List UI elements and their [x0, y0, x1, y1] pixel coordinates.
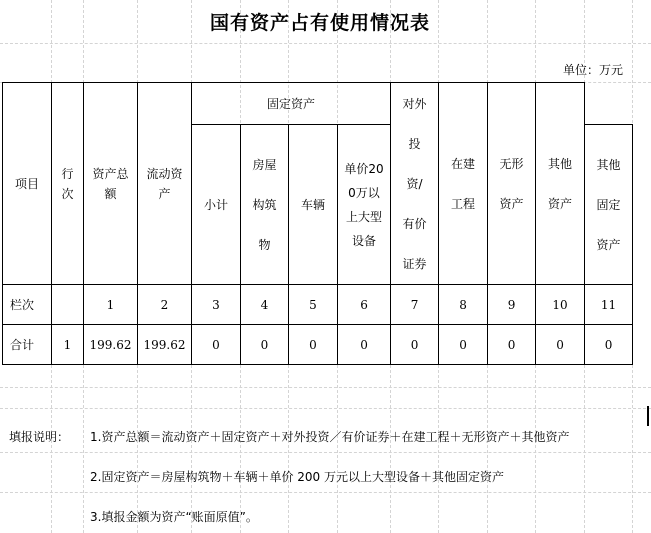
total-cell[interactable]: 0 — [192, 325, 241, 365]
column-number[interactable]: 7 — [391, 285, 439, 325]
gridline — [0, 452, 651, 453]
total-cell[interactable]: 0 — [536, 325, 585, 365]
header-other-assets[interactable]: 其他资产 — [536, 83, 585, 285]
gridline — [0, 492, 651, 493]
column-number[interactable]: 2 — [138, 285, 192, 325]
gridline — [0, 387, 651, 388]
header-construction[interactable]: 在建工程 — [439, 83, 488, 285]
note-item: 3.填报金额为资产“账面原值”。 — [90, 510, 258, 524]
unit-label: 单位：万元 — [562, 63, 623, 77]
column-number[interactable]: 6 — [338, 285, 391, 325]
note-item: 2.固定资产＝房屋构筑物＋车辆＋单价 200 万元以上大型设备＋其他固定资产 — [90, 470, 504, 484]
column-number[interactable]: 1 — [84, 285, 138, 325]
total-cell[interactable]: 0 — [289, 325, 338, 365]
total-cell[interactable]: 0 — [488, 325, 536, 365]
column-number[interactable]: 11 — [585, 285, 633, 325]
header-total-assets[interactable]: 资产总额 — [84, 83, 138, 285]
total-cell[interactable]: 0 — [338, 325, 391, 365]
column-number[interactable]: 4 — [241, 285, 289, 325]
header-vehicles[interactable]: 车辆 — [289, 125, 338, 285]
column-number[interactable]: 8 — [439, 285, 488, 325]
column-number[interactable]: 5 — [289, 285, 338, 325]
header-subtotal[interactable]: 小计 — [192, 125, 241, 285]
column-row-label[interactable]: 栏次 — [3, 285, 52, 325]
header-current-assets[interactable]: 流动资产 — [138, 83, 192, 285]
header-large-equipment[interactable]: 单价200万以上大型设备 — [338, 125, 391, 285]
total-row — [3, 325, 633, 365]
header-intangible[interactable]: 无形资产 — [488, 83, 536, 285]
note-item: 1.资产总额＝流动资产＋固定资产＋对外投资／有价证券＋在建工程＋无形资产＋其他资产 — [90, 430, 570, 444]
header-row-no[interactable]: 行次 — [52, 83, 84, 285]
total-cell[interactable]: 0 — [391, 325, 439, 365]
column-number[interactable]: 10 — [536, 285, 585, 325]
header-buildings[interactable]: 房屋构筑物 — [241, 125, 289, 285]
gridline — [0, 408, 651, 409]
total-cell[interactable]: 199.62 — [138, 325, 192, 365]
total-cell[interactable]: 0 — [585, 325, 633, 365]
header-investment[interactable]: 对外投资/有价证券 — [391, 83, 439, 285]
header-fixed-assets[interactable]: 固定资产 — [192, 83, 391, 125]
sheet-title: 国有资产占有使用情况表 — [209, 12, 430, 34]
column-number[interactable]: 9 — [488, 285, 536, 325]
total-cell[interactable]: 0 — [439, 325, 488, 365]
notes-label: 填报说明： — [9, 430, 70, 444]
header-item[interactable]: 项目 — [3, 83, 52, 285]
total-cell[interactable]: 199.62 — [84, 325, 138, 365]
gridline — [0, 43, 651, 44]
column-row-no[interactable] — [52, 285, 84, 325]
total-row-label[interactable]: 合计 — [3, 325, 52, 365]
header-other-fixed[interactable]: 其他固定资产 — [585, 125, 633, 285]
column-number-row — [3, 285, 633, 325]
total-row-no[interactable]: 1 — [52, 325, 84, 365]
total-cell[interactable]: 0 — [241, 325, 289, 365]
column-number[interactable]: 3 — [192, 285, 241, 325]
asset-table — [2, 82, 633, 365]
cell-cursor — [647, 406, 649, 426]
